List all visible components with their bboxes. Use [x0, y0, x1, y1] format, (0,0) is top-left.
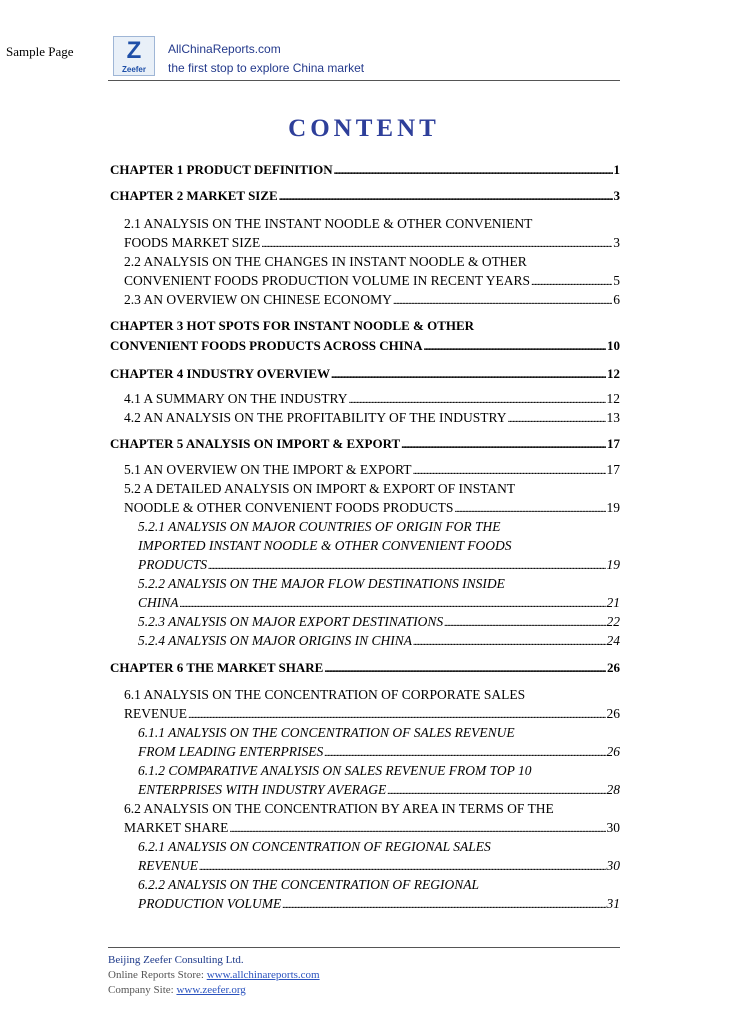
- logo-letter: Z: [126, 37, 142, 64]
- toc-page-number: 31: [606, 896, 620, 911]
- toc-entry-2-1-line1[interactable]: 2.1 ANALYSIS ON THE INSTANT NOODLE & OTHER CONVENIENT: [124, 216, 533, 231]
- toc-entry-text: NOODLE & OTHER CONVENIENT FOODS PRODUCTS: [124, 500, 454, 515]
- toc-entry-chapter-1[interactable]: [110, 161, 620, 180]
- toc-entry-text: ENTERPRISES WITH INDUSTRY AVERAGE: [138, 782, 387, 797]
- footer-site: [108, 984, 246, 996]
- toc-page-number: 26: [606, 744, 620, 759]
- toc-page-number: 10: [607, 338, 620, 353]
- toc-entry-text: 4.2 AN ANALYSIS ON THE PROFITABILITY OF THE INDUSTRY: [124, 410, 507, 425]
- page-title: CONTENT: [288, 115, 440, 142]
- toc-page-number: 24: [606, 633, 620, 648]
- toc-page-number: 26: [607, 660, 620, 675]
- toc-page-number: 3: [613, 235, 620, 250]
- toc-entry-text: CHAPTER 5 ANALYSIS ON IMPORT & EXPORT: [110, 436, 401, 451]
- toc-entry-4-1[interactable]: [124, 390, 620, 409]
- toc-entry-5-2-1[interactable]: [138, 556, 620, 575]
- toc-page-number: 19: [606, 557, 620, 572]
- toc-page-number: 6: [613, 292, 620, 307]
- toc-page-number: 30: [606, 820, 620, 835]
- toc-page-number: 26: [606, 706, 620, 721]
- toc-entry-5-2-line1[interactable]: 5.2 A DETAILED ANALYSIS ON IMPORT & EXPORT OF INSTANT: [124, 481, 516, 496]
- toc-entry-text: CHAPTER 4 INDUSTRY OVERVIEW: [110, 366, 330, 381]
- toc-entry-5-2-4[interactable]: [138, 632, 620, 651]
- toc-page-number: 13: [606, 410, 620, 425]
- toc-entry-5-2-1-line2[interactable]: IMPORTED INSTANT NOODLE & OTHER CONVENIENT FOODS: [138, 538, 512, 553]
- toc-entry-5-2[interactable]: [124, 499, 620, 518]
- toc-entry-text: CHAPTER 6 THE MARKET SHARE: [110, 660, 324, 675]
- toc-entry-6-1[interactable]: [124, 705, 620, 724]
- toc-page-number: 21: [606, 595, 620, 610]
- toc-entry-5-2-2-line1[interactable]: 5.2.2 ANALYSIS ON THE MAJOR FLOW DESTINATIONS INSIDE: [138, 576, 505, 591]
- toc-entry-text: 5.1 AN OVERVIEW ON THE IMPORT & EXPORT: [124, 462, 412, 477]
- toc-entry-6-2-1-line1[interactable]: 6.2.1 ANALYSIS ON CONCENTRATION OF REGIONAL SALES: [138, 839, 491, 854]
- toc-entry-5-2-1-line1[interactable]: 5.2.1 ANALYSIS ON MAJOR COUNTRIES OF ORIGIN FOR THE: [138, 519, 501, 534]
- toc-entry-2-1[interactable]: [124, 234, 620, 253]
- toc-page-number: 12: [607, 366, 620, 381]
- toc-page-number: 17: [607, 436, 620, 451]
- toc-page-number: 17: [606, 462, 620, 477]
- toc-entry-chapter-5[interactable]: [110, 435, 620, 454]
- toc-entry-6-2-line1[interactable]: 6.2 ANALYSIS ON THE CONCENTRATION BY AREA IN TERMS OF THE: [124, 801, 554, 816]
- footer-company: Beijing Zeefer Consulting Ltd.: [108, 954, 244, 966]
- toc-entry-text: CONVENIENT FOODS PRODUCTION VOLUME IN RECENT YEARS: [124, 273, 531, 288]
- toc-entry-text: CHAPTER 1 PRODUCT DEFINITION: [110, 162, 333, 177]
- toc-entry-text: MARKET SHARE: [124, 820, 229, 835]
- site-tagline: the first stop to explore China market: [168, 61, 365, 75]
- toc-entry-4-2[interactable]: [124, 409, 620, 428]
- toc-entry-6-2-2[interactable]: [138, 895, 620, 914]
- sample-page-label: Sample Page: [6, 44, 74, 59]
- toc-entry-6-2-1[interactable]: [138, 857, 620, 876]
- toc-entry-text: PRODUCTION VOLUME: [138, 896, 282, 911]
- toc-entry-text: 5.2.3 ANALYSIS ON MAJOR EXPORT DESTINATIONS: [138, 614, 444, 629]
- footer-store-label: Online Reports Store:: [108, 969, 207, 981]
- toc-entry-2-2-line1[interactable]: 2.2 ANALYSIS ON THE CHANGES IN INSTANT NOODLE & OTHER: [124, 254, 527, 269]
- toc-entry-6-2[interactable]: [124, 819, 620, 838]
- toc-entry-text: 4.1 A SUMMARY ON THE INDUSTRY: [124, 391, 348, 406]
- footer-site-label: Company Site:: [108, 984, 177, 996]
- toc-entry-5-2-3[interactable]: [138, 613, 620, 632]
- toc-entry-text: PRODUCTS: [138, 557, 208, 572]
- header-rule: [108, 80, 620, 81]
- toc-entry-2-3[interactable]: [124, 291, 620, 310]
- toc-page-number: 1: [613, 162, 620, 177]
- toc-entry-text: REVENUE: [138, 858, 198, 873]
- toc-entry-text: CHINA: [138, 595, 179, 610]
- toc-page-number: 5: [613, 273, 620, 288]
- toc-entry-6-1-2[interactable]: [138, 781, 620, 800]
- toc-page-number: 28: [606, 782, 620, 797]
- toc-entry-6-1-2-line1[interactable]: 6.1.2 COMPARATIVE ANALYSIS ON SALES REVENUE FROM TOP 10: [138, 763, 532, 778]
- toc-page-number: 19: [606, 500, 620, 515]
- toc-page-number: 3: [613, 188, 620, 203]
- logo-text: Zeefer: [121, 65, 146, 74]
- toc-page-number: 12: [606, 391, 620, 406]
- footer-rule: [108, 947, 620, 948]
- toc-entry-chapter-2[interactable]: [110, 187, 620, 206]
- toc-entry-6-1-1[interactable]: [138, 743, 620, 762]
- toc-page-number: 30: [606, 858, 620, 873]
- toc-entry-text: 5.2.4 ANALYSIS ON MAJOR ORIGINS IN CHINA: [138, 633, 412, 648]
- toc-entry-text: REVENUE: [124, 706, 187, 721]
- toc-entry-text: 2.3 AN OVERVIEW ON CHINESE ECONOMY: [124, 292, 392, 307]
- toc-entry-chapter-4[interactable]: [110, 365, 620, 384]
- footer-store: [108, 969, 320, 981]
- toc-entry-text: FROM LEADING ENTERPRISES: [138, 744, 324, 759]
- toc-entry-chapter-6[interactable]: [110, 659, 620, 678]
- toc-entry-5-1[interactable]: [124, 461, 620, 480]
- zeefer-logo: [113, 36, 155, 76]
- toc-entry-6-1-line1[interactable]: 6.1 ANALYSIS ON THE CONCENTRATION OF CORPORATE SALES: [124, 687, 526, 702]
- toc-entry-5-2-2[interactable]: [138, 594, 620, 613]
- toc-entry-2-2[interactable]: [124, 272, 620, 291]
- toc-page-number: 22: [606, 614, 620, 629]
- toc-entry-6-2-2-line1[interactable]: 6.2.2 ANALYSIS ON THE CONCENTRATION OF REGIONAL: [138, 877, 480, 892]
- toc-entry-text: CONVENIENT FOODS PRODUCTS ACROSS CHINA: [110, 338, 423, 353]
- toc-entry-text: CHAPTER 2 MARKET SIZE: [110, 188, 278, 203]
- toc-entry-chapter-3-line1[interactable]: CHAPTER 3 HOT SPOTS FOR INSTANT NOODLE & OTHER: [110, 318, 475, 333]
- toc-entry-text: FOODS MARKET SIZE: [124, 235, 261, 250]
- toc-entry-chapter-3[interactable]: [110, 337, 620, 356]
- toc-entry-6-1-1-line1[interactable]: 6.1.1 ANALYSIS ON THE CONCENTRATION OF SALES REVENUE: [138, 725, 515, 740]
- site-name: AllChinaReports.com: [168, 42, 281, 56]
- store-link[interactable]: www.allchinareports.com: [206, 969, 320, 981]
- company-site-link[interactable]: www.zeefer.org: [176, 984, 246, 996]
